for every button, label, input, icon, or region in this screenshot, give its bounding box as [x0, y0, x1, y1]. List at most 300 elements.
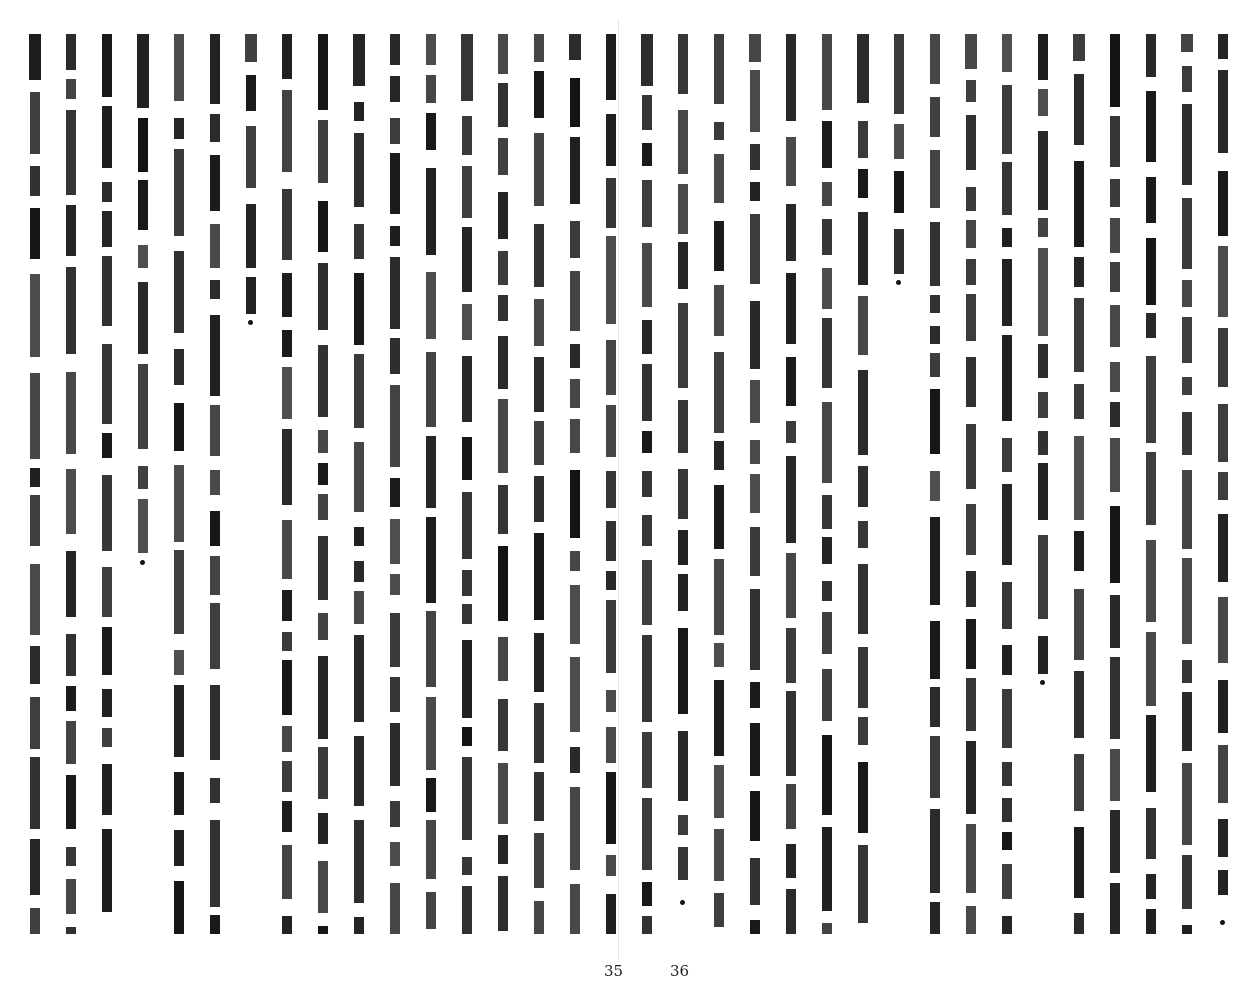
script-word: [498, 699, 508, 751]
script-word: [1218, 70, 1228, 153]
script-word: [1074, 298, 1084, 372]
text-column: [784, 34, 798, 934]
script-word: [318, 613, 328, 640]
script-word: [390, 723, 400, 786]
script-word: [642, 95, 652, 130]
script-word: [390, 385, 400, 467]
script-word: [1002, 484, 1012, 565]
script-word: [858, 466, 868, 507]
script-word: [894, 34, 904, 114]
script-word: [534, 34, 544, 62]
script-word: [102, 728, 112, 747]
script-word: [570, 657, 580, 732]
script-word: [786, 34, 796, 121]
text-column: [244, 34, 258, 314]
script-word: [1002, 916, 1012, 934]
script-word: [857, 34, 869, 103]
script-word: [750, 858, 760, 905]
script-word: [102, 475, 112, 551]
script-word: [1110, 179, 1120, 207]
script-word: [1182, 692, 1192, 751]
script-word: [390, 226, 400, 246]
text-column: [1216, 34, 1230, 914]
script-word: [462, 640, 472, 718]
script-word: [822, 402, 832, 483]
script-word: [210, 34, 220, 104]
script-word: [1038, 636, 1048, 674]
script-word: [174, 403, 184, 451]
script-word: [1074, 531, 1084, 571]
punctuation-mark: [896, 280, 901, 285]
script-word: [1074, 74, 1084, 145]
script-word: [30, 208, 40, 259]
script-word: [1002, 335, 1012, 421]
script-word: [354, 527, 364, 546]
script-word: [642, 243, 652, 307]
text-column: [640, 34, 654, 934]
script-word: [822, 495, 832, 529]
script-word: [534, 533, 544, 620]
text-column: [964, 34, 978, 934]
script-word: [570, 137, 580, 204]
text-column: [928, 34, 942, 934]
text-column: [1108, 34, 1122, 934]
script-word: [822, 612, 832, 654]
script-word: [534, 633, 544, 692]
script-word: [822, 537, 832, 564]
script-word: [426, 697, 436, 770]
text-column: [28, 34, 42, 934]
script-word: [1038, 131, 1048, 210]
script-word: [30, 697, 40, 749]
script-word: [930, 34, 940, 84]
script-word: [786, 137, 796, 186]
script-word: [1146, 452, 1156, 525]
script-word: [786, 421, 796, 443]
script-word: [282, 660, 292, 715]
script-word: [534, 357, 544, 412]
script-word: [1038, 34, 1048, 80]
script-word: [282, 845, 292, 899]
script-word: [714, 154, 724, 203]
script-word: [534, 224, 544, 287]
script-word: [102, 764, 112, 815]
script-word: [1073, 34, 1085, 61]
script-word: [137, 34, 149, 108]
script-word: [210, 556, 220, 595]
script-word: [462, 492, 472, 559]
text-column: [568, 34, 582, 934]
script-word: [426, 168, 436, 255]
script-word: [1074, 384, 1084, 419]
script-word: [282, 34, 292, 79]
script-word: [102, 256, 112, 326]
script-word: [750, 723, 760, 776]
script-word: [1038, 431, 1048, 455]
script-word: [641, 34, 653, 86]
script-word: [66, 686, 76, 711]
script-word: [1182, 104, 1192, 185]
script-word: [1146, 632, 1156, 706]
script-word: [210, 511, 220, 546]
script-word: [498, 138, 508, 175]
text-column: [352, 34, 366, 934]
script-word: [570, 787, 580, 870]
script-word: [138, 364, 148, 449]
script-word: [138, 466, 148, 489]
script-word: [318, 494, 328, 520]
script-word: [642, 560, 652, 625]
script-word: [534, 833, 544, 888]
script-word: [786, 273, 796, 344]
script-word: [1110, 362, 1120, 392]
punctuation-mark: [1220, 920, 1225, 925]
script-word: [426, 778, 436, 812]
script-word: [174, 149, 184, 236]
script-word: [930, 687, 940, 727]
text-column: [172, 34, 186, 934]
script-word: [786, 553, 796, 618]
page-number-right: 36: [670, 962, 690, 980]
script-word: [426, 75, 436, 103]
script-word: [462, 570, 472, 596]
punctuation-mark: [140, 560, 145, 565]
script-word: [966, 187, 976, 211]
script-word: [354, 133, 364, 207]
right-page: [640, 0, 1230, 1000]
script-word: [30, 839, 40, 895]
script-word: [570, 221, 580, 258]
script-word: [966, 619, 976, 669]
script-word: [822, 34, 832, 110]
script-word: [1074, 436, 1084, 520]
script-word: [246, 75, 256, 111]
script-word: [1218, 597, 1228, 663]
script-word: [246, 277, 256, 314]
script-word: [390, 118, 400, 144]
script-word: [1110, 749, 1120, 801]
script-word: [750, 144, 760, 170]
script-word: [750, 474, 760, 513]
script-word: [390, 478, 400, 507]
script-word: [498, 192, 508, 239]
script-word: [318, 201, 328, 252]
script-word: [1002, 798, 1012, 822]
script-word: [606, 690, 616, 712]
script-word: [966, 294, 976, 341]
text-column: [316, 34, 330, 934]
script-word: [750, 380, 760, 423]
script-word: [462, 757, 472, 840]
text-column: [820, 34, 834, 934]
script-word: [461, 34, 473, 101]
script-word: [1110, 305, 1120, 347]
script-word: [1218, 680, 1228, 733]
script-word: [1002, 864, 1012, 899]
script-word: [678, 847, 688, 880]
script-word: [858, 762, 868, 833]
text-column: [1000, 34, 1014, 934]
script-word: [282, 801, 292, 832]
script-word: [678, 184, 688, 234]
script-word: [354, 917, 364, 934]
script-word: [66, 34, 76, 70]
script-word: [174, 251, 184, 333]
script-word: [426, 113, 436, 150]
script-word: [1002, 582, 1012, 629]
script-word: [570, 344, 580, 368]
script-word: [245, 34, 257, 62]
script-word: [858, 564, 868, 634]
script-word: [930, 353, 940, 377]
script-word: [462, 356, 472, 422]
script-word: [390, 153, 400, 214]
script-word: [930, 222, 940, 286]
script-word: [750, 527, 760, 576]
script-word: [1218, 328, 1228, 387]
script-word: [606, 894, 616, 934]
text-column: [64, 34, 78, 934]
script-word: [1074, 257, 1084, 287]
script-word: [1002, 438, 1012, 472]
script-word: [606, 236, 616, 324]
script-word: [390, 76, 400, 102]
script-word: [1182, 412, 1192, 455]
script-word: [498, 336, 508, 389]
script-word: [426, 34, 436, 65]
text-column: [1180, 34, 1194, 934]
script-word: [570, 585, 580, 644]
text-column: [856, 34, 870, 934]
text-column: [532, 34, 546, 934]
script-word: [1002, 832, 1012, 850]
script-word: [534, 901, 544, 934]
script-word: [822, 735, 832, 815]
script-word: [318, 463, 328, 485]
script-word: [1218, 34, 1228, 59]
script-word: [66, 469, 76, 534]
script-word: [678, 815, 688, 835]
script-word: [1146, 313, 1156, 338]
script-word: [642, 364, 652, 421]
script-word: [894, 124, 904, 159]
script-word: [1038, 344, 1048, 378]
script-word: [858, 370, 868, 455]
script-word: [714, 680, 724, 756]
script-word: [426, 352, 436, 427]
script-word: [1218, 404, 1228, 462]
script-word: [858, 521, 868, 548]
script-word: [1182, 377, 1192, 395]
script-word: [822, 581, 832, 601]
script-word: [606, 772, 616, 844]
script-word: [462, 886, 472, 934]
script-word: [1182, 558, 1192, 644]
script-word: [390, 338, 400, 374]
script-word: [1038, 89, 1048, 116]
script-word: [1038, 392, 1048, 418]
script-word: [498, 251, 508, 285]
script-word: [858, 212, 868, 285]
script-word: [858, 121, 868, 158]
script-word: [282, 916, 292, 934]
script-word: [353, 34, 365, 86]
script-word: [642, 916, 652, 934]
script-word: [102, 182, 112, 202]
script-word: [498, 34, 508, 74]
script-word: [714, 221, 724, 271]
text-column: [208, 34, 222, 934]
script-word: [1146, 909, 1156, 934]
script-word: [174, 349, 184, 385]
text-column: [1036, 34, 1050, 674]
script-word: [1146, 715, 1156, 792]
script-word: [966, 220, 976, 248]
punctuation-mark: [680, 900, 685, 905]
script-word: [174, 550, 184, 634]
script-word: [642, 143, 652, 166]
script-word: [426, 517, 436, 603]
script-word: [966, 824, 976, 893]
script-word: [210, 315, 220, 396]
script-word: [354, 442, 364, 512]
text-column: [748, 34, 762, 934]
script-word: [1110, 883, 1120, 934]
script-word: [858, 717, 868, 745]
script-word: [714, 893, 724, 927]
script-word: [30, 166, 40, 196]
script-word: [1182, 280, 1192, 307]
script-word: [1002, 762, 1012, 786]
script-word: [786, 628, 796, 683]
script-word: [678, 400, 688, 453]
script-word: [390, 34, 400, 65]
script-word: [858, 169, 868, 198]
script-word: [570, 78, 580, 127]
script-word: [966, 678, 976, 731]
script-word: [1110, 262, 1120, 292]
script-word: [30, 495, 40, 546]
script-word: [66, 79, 76, 99]
script-word: [678, 110, 688, 174]
script-word: [66, 372, 76, 454]
script-word: [1110, 506, 1120, 583]
script-word: [1002, 85, 1012, 154]
script-word: [930, 326, 940, 344]
script-word: [930, 295, 940, 313]
script-word: [282, 761, 292, 792]
script-word: [210, 470, 220, 495]
script-word: [318, 536, 328, 600]
script-word: [858, 845, 868, 923]
script-word: [1110, 438, 1120, 492]
script-word: [1110, 34, 1120, 107]
script-word: [1038, 248, 1048, 336]
script-word: [678, 34, 688, 94]
page-number-left: 35: [604, 962, 624, 980]
script-word: [930, 389, 940, 454]
script-word: [1110, 810, 1120, 873]
script-word: [786, 357, 796, 406]
script-word: [210, 155, 220, 211]
script-word: [750, 920, 760, 934]
script-word: [822, 923, 832, 934]
script-word: [966, 424, 976, 489]
text-column: [388, 34, 402, 934]
script-word: [354, 635, 364, 722]
script-word: [102, 344, 112, 424]
script-word: [174, 650, 184, 675]
script-word: [1181, 34, 1193, 52]
script-word: [282, 590, 292, 621]
script-word: [569, 34, 581, 60]
script-word: [534, 703, 544, 763]
script-word: [606, 34, 616, 100]
script-word: [1146, 238, 1156, 305]
script-word: [1146, 874, 1156, 899]
script-word: [534, 421, 544, 465]
script-word: [1218, 819, 1228, 857]
script-word: [498, 637, 508, 681]
script-word: [642, 635, 652, 722]
script-word: [534, 71, 544, 118]
script-word: [102, 689, 112, 717]
script-word: [822, 121, 832, 168]
script-word: [606, 855, 616, 876]
script-word: [282, 273, 292, 317]
script-word: [642, 732, 652, 788]
script-word: [1182, 855, 1192, 909]
punctuation-mark: [1040, 680, 1045, 685]
script-word: [750, 214, 760, 284]
script-word: [282, 330, 292, 357]
script-word: [498, 546, 508, 621]
script-word: [174, 772, 184, 815]
script-word: [714, 829, 724, 881]
script-word: [354, 102, 364, 121]
script-word: [858, 296, 868, 355]
script-word: [1074, 754, 1084, 811]
script-word: [102, 567, 112, 617]
script-word: [282, 189, 292, 260]
script-word: [354, 224, 364, 259]
script-word: [786, 784, 796, 829]
script-word: [66, 205, 76, 256]
script-word: [570, 884, 580, 934]
text-column: [892, 34, 906, 274]
script-word: [138, 282, 148, 354]
script-word: [462, 116, 472, 155]
text-column: [496, 34, 510, 934]
script-word: [1002, 34, 1012, 72]
script-word: [1110, 218, 1120, 253]
script-word: [606, 178, 616, 228]
script-word: [750, 70, 760, 132]
script-word: [138, 180, 148, 230]
script-word: [390, 801, 400, 827]
script-word: [750, 682, 760, 708]
script-word: [1182, 925, 1192, 934]
script-word: [570, 551, 580, 571]
script-word: [606, 114, 616, 166]
script-word: [570, 470, 580, 538]
script-word: [318, 430, 328, 453]
script-word: [1110, 402, 1120, 427]
script-word: [1182, 317, 1192, 363]
script-word: [858, 647, 868, 708]
script-word: [1218, 472, 1228, 500]
script-word: [318, 861, 328, 913]
